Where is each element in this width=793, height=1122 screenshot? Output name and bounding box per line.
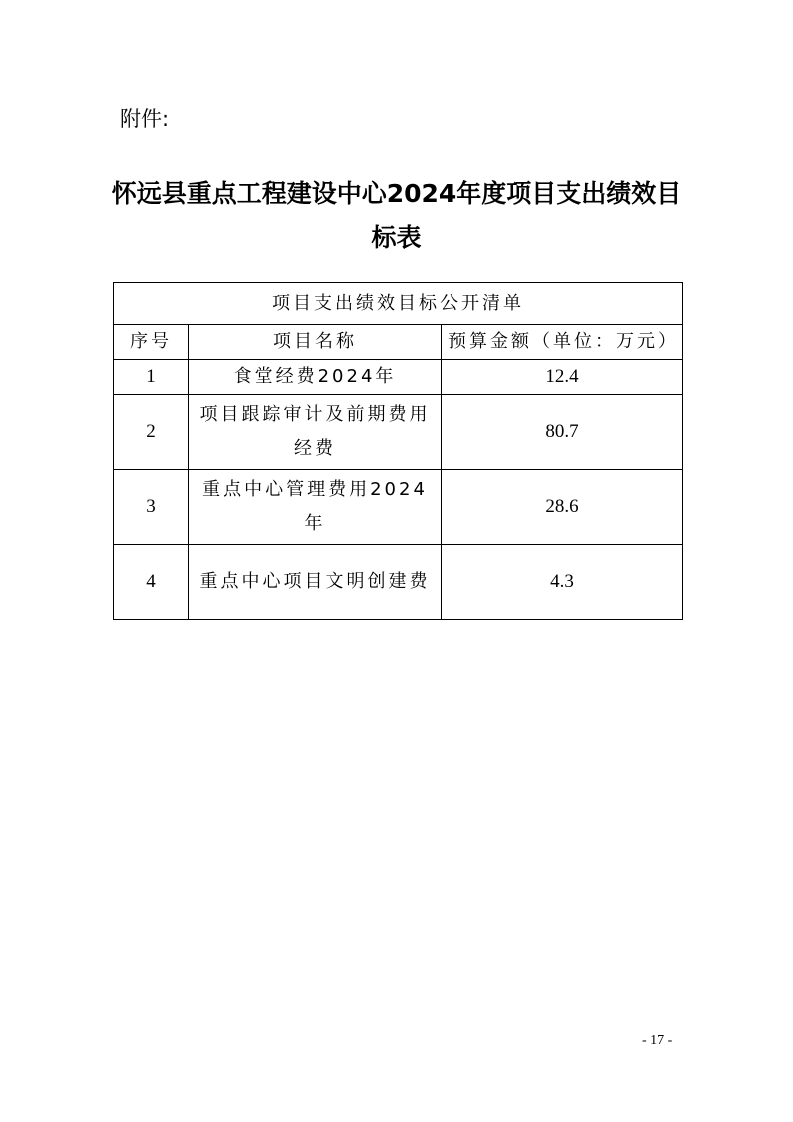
budget-amount: 28.6 — [442, 470, 683, 545]
page-number: - 17 - — [642, 1033, 673, 1048]
budget-amount: 4.3 — [442, 545, 683, 620]
column-header-name: 项目名称 — [189, 325, 442, 360]
budget-table — [113, 282, 683, 620]
column-header-no: 序号 — [114, 325, 189, 360]
budget-amount: 80.7 — [442, 395, 683, 470]
table-row — [114, 470, 683, 545]
table-header-row — [114, 325, 683, 360]
table-row — [114, 395, 683, 470]
row-number: 4 — [114, 545, 189, 620]
table-caption: 项目支出绩效目标公开清单 — [114, 283, 683, 325]
table-row — [114, 545, 683, 620]
page-title: 怀远县重点工程建设中心2024年度项目支出绩效目标表 — [111, 179, 682, 252]
row-number: 1 — [114, 360, 189, 395]
project-name: 重点中心管理费用2024年 — [189, 470, 442, 545]
row-number: 3 — [114, 470, 189, 545]
project-name: 重点中心项目文明创建费 — [189, 545, 442, 620]
table-row — [114, 360, 683, 395]
project-name: 项目跟踪审计及前期费用经费 — [189, 395, 442, 470]
column-header-amount: 预算金额（单位：万元） — [442, 325, 683, 360]
project-name: 食堂经费2024年 — [189, 360, 442, 395]
attachment-label: 附件: — [120, 107, 170, 131]
row-number: 2 — [114, 395, 189, 470]
budget-amount: 12.4 — [442, 360, 683, 395]
table-caption-row — [114, 283, 683, 325]
